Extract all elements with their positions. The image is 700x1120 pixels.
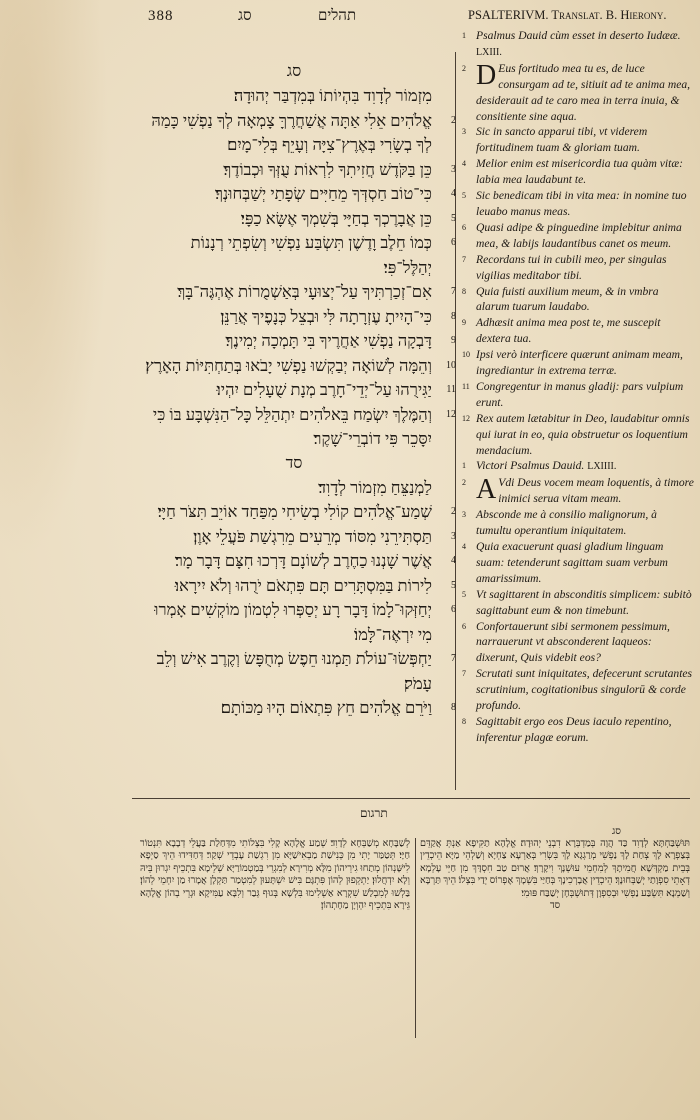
latin-verse-text: Congregentur in manus gladij: pars vulpium erunt. (476, 379, 684, 409)
verse-number: 2 (451, 506, 456, 517)
targum-psalm-64: לְשַׁבָּחָא מְשַׁבְּחָא לְדָוִד׃ שְׁמַע אֱלָהָא קָלִי בִּצְלוֹתִי מִדְּחַלַת בַּעֲלֵי דְבָבָא תִּנְטוֹר חַיָּי׃ תְּטַמַּר יָתִי מִן כְּנִישַׁת מַבְאִישַׁיָּא מִן רִגְשַׁת עָבְדֵי שְׁקַר׃ דְּחַדִּידוּ הֵיךְ סַיְפָא לִישָּׁנְהוֹן מְתַחוּ גִירֵיהוֹן מִלָּא מְרִירָא׃ לְמִגְרֵי בְּמַטְמוֹרַיָּא שְׁלֵימָא בִּתְכֵיף יִגְרוּן בֵּיהּ וְלָא יִדְחֲלוּן׃ יַתְקְפוּן לְהוֹן פִּתְגָּם בִּישׁ יִשְׁתָּעוּן לְמִטְמַר תַּקְלָן אֲמָרוּ מַן יִחְמֵי לְהוֹן׃ בַּלְשׁוּ לְמִבְלַשׁ שִׁקְרָא אַשְׁלִימוּ בִּלְשָׁא בְּגוּף גְּבַר וְלִבָּא עַמִּיקָא׃ וּגְרֵי בְהוֹן אֱלָהָא גֵּירָא בִּתְכֵיף יִהְוְיָן מַחָתְהוֹן׃ (140, 838, 410, 912)
hebrew-verse-text: מִזְמוֹר לְדָוִד בִּהְיוֹתוֹ בְּמִדְבַּר יְהוּדָה׃ (233, 86, 432, 105)
verse-number: 1 (462, 31, 466, 40)
latin-psalm-63-title (462, 28, 694, 61)
targum-text (140, 838, 690, 1038)
hebrew-header-signature: סג (238, 8, 252, 24)
latin-verse (462, 284, 694, 316)
latin-verse-text: Sagittabit ergo eos Deus iaculo repentino, inferentur plagæ eorum. (476, 714, 672, 744)
latin-verse (462, 475, 694, 507)
verse-number: 1 (462, 461, 466, 471)
latin-verse (462, 188, 694, 220)
hebrew-verse (138, 696, 456, 721)
latin-running-title: PSALTERIVM. Translat. B. Hierony. (468, 8, 667, 22)
latin-verse-text: Sic benedicam tibi in vita mea: in nomine tuo leuabo manus meas. (476, 189, 687, 218)
targum-psalm-63: תּוּשְׁבַּחְתָּא לְדָוִד כַּד הֲוָה בְּמַדְבְּרָא דִבְנֵי יְהוּדָה׃ אֱלָהָא תַקִּיפָא אַנְתְּ אֲקַדֵּם בְּצַפְרָא לָךְ צְחַת לָךְ נַפְשִׁי מְרַגְגָא לָךְ בִּשְׂרִי בְּאַרְעָא צַחְיָא וְשַׁלְהֵי מַיָּא׃ הֵיכְדֵין בְּבֵית מַקְדְּשָׁא חֲמִיתָךְ לְמִחְמֵי עוּשְׁנָךְ וִיקָרָךְ׃ אֲרוּם טַב חִסְדָּךְ מִן חַיֵּי עָלְמָא דְאָתֵי סִפְוָתַי יְשַׁבְּחוּנָךְ׃ הֵיכְדֵין אֲבָרְכִינָךְ בְּחַיַּי בִּשְׁמָךְ אֶפְרוֹס יְדַי בִּצְלוֹ׃ הֵיךְ תַּרְבָּא וְשַׁמְנָא תִּשְׂבַּע נַפְשִׁי וּבְסִפְוָן דְּתוּשְׁבְּחָן יְשַׁבַּח פּוּמִי׃ (420, 838, 690, 899)
latin-verse (462, 587, 694, 619)
hebrew-verse (138, 329, 456, 354)
hebrew-verse (138, 207, 456, 232)
hebrew-verse (138, 280, 456, 305)
latin-verse (462, 379, 694, 411)
hebrew-verse (138, 598, 456, 647)
latin-verse-text: Rex autem lætabitur in Deo, laudabitur omnis qui iurat in eo, quia obstruetur os loquentium mendacium. (476, 411, 690, 457)
latin-psalm-title-text: Victori Psalmus Dauid. (476, 459, 585, 473)
verse-number: 4 (451, 555, 456, 566)
hebrew-verse-text: כְּמוֹ חֵלֶב וָדֶשֶׁן תִּשְׂבַּע נַפְשִׁי וְשִׂפְתֵי רְנָנוֹת יְהַלֶּל־פִּי׃ (190, 233, 432, 277)
hebrew-verse-text: וְהַמֶּלֶךְ יִשְׂמַח בֵּאלֹהִים יִתְהַלֵּל כָּל־הַנִּשְׁבָּע בּוֹ כִּי יִסָּכֵר פִּי דוֹבְרֵי־שָׁקֶר׃ (152, 404, 432, 448)
verse-number: 12 (446, 408, 456, 420)
verse-number: 2 (462, 63, 466, 73)
hebrew-verse (138, 158, 456, 183)
latin-verse (462, 61, 694, 125)
verse-number: 3 (462, 510, 466, 520)
hebrew-verse (138, 84, 450, 109)
verse-number: 7 (451, 286, 456, 297)
hebrew-column (138, 60, 456, 785)
page-number: 388 (148, 8, 174, 24)
verse-number: 10 (462, 350, 470, 360)
hebrew-verse (138, 182, 456, 207)
hebrew-verse (138, 647, 456, 696)
hebrew-verse-text: אֱלֹהִים אֵלִי אַתָּה אֲשַׁחֲרֶךָּ צָמְאָה לְךָ נַפְשִׁי כָּמַהּ לְךָ בְשָׂרִי בְּאֶרֶץ־צִיָּה וְעָיֵף בְּלִי־מָיִם׃ (151, 110, 432, 154)
verse-number: 4 (451, 188, 456, 199)
verse-number: 11 (446, 384, 456, 395)
verse-number: 11 (462, 381, 470, 391)
verse-number: 7 (462, 669, 466, 679)
latin-verse-text: Scrutati sunt iniquitates, defecerunt scrutantes scrutinium, cogitationibus singulorū & corde profundo. (476, 667, 693, 713)
verse-number: 5 (462, 191, 466, 201)
verse-number: 8 (451, 310, 456, 322)
latin-verse (462, 156, 694, 188)
latin-verse-text: Quia fuisti auxilium meum, & in vmbra alarum tuarum laudabo. (476, 284, 659, 314)
latin-psalm-roman-numeral: LXIII. (476, 46, 502, 58)
latin-verse (462, 220, 694, 252)
hebrew-psalm-64 (138, 476, 456, 721)
verse-number: 2 (451, 114, 456, 126)
verse-number: 8 (462, 716, 466, 726)
verse-number: 3 (462, 127, 466, 137)
latin-psalm-64-title (462, 458, 694, 475)
latin-verse-text: Quia exacuerunt quasi gladium linguam suam: tetenderunt sagittam suam verbum amarissimum. (476, 540, 668, 585)
verse-number: 6 (451, 237, 456, 248)
verse-number: 6 (462, 222, 466, 232)
hebrew-verse (138, 500, 456, 525)
hebrew-verse-text: יַגִּירֻהוּ עַל־יְדֵי־חָרֶב מְנָת שֻׁעָלִים יִהְיוּ׃ (216, 380, 432, 399)
latin-psalm-63 (462, 61, 694, 459)
hebrew-verse-text: כִּי־טוֹב חַסְדְּךָ מֵחַיִּים שְׂפָתַי יְשַׁבְּחוּנְךָ׃ (214, 184, 432, 203)
latin-verse-text: Quasi adipe & pinguedine implebitur anima mea, & labijs laudantibus canet os meum. (476, 220, 682, 250)
latin-verse-text: Vt sagittarent in absconditis simplicem: subitò sagittabunt eum & non timebunt. (476, 587, 692, 617)
hebrew-verse-text: וְהֵמָּה לְשׁוֹאָה יְבַקְשׁוּ נַפְשִׁי יָבֹאוּ בְּתַחְתִּיּוֹת הָאָרֶץ׃ (145, 355, 432, 375)
hebrew-verse-text: דָּבְקָה נַפְשִׁי אַחֲרֶיךָ בִּי תָּמְכָה יְמִינֶךָ׃ (225, 331, 432, 350)
latin-verse (462, 411, 694, 459)
hebrew-verse (138, 403, 456, 452)
hebrew-verse-text: שְׁמַע־אֱלֹהִים קוֹלִי בְשִׂיחִי מִפַּחַד אוֹיֵב תִּצֹּר חַיָּי׃ (157, 502, 432, 521)
drop-capital: D (476, 59, 497, 91)
latin-verse (462, 315, 694, 347)
verse-number: 5 (462, 589, 466, 599)
hebrew-psalm-63 (138, 84, 456, 452)
hebrew-verse-text: תַּסְתִּירֵנִי מִסּוֹד מְרֵעִים מֵרִגְשַׁת פֹּעֲלֵי אָוֶן׃ (193, 526, 432, 546)
verse-number: 4 (462, 542, 466, 551)
latin-verse-text: Eus fortitudo mea tu es, de luce consurgam ad te, sitiuit ad te anima mea, desiderauit ad te caro mea in terra inuia, & consitiente sine aqua. (476, 61, 691, 123)
targum-divider (132, 798, 690, 799)
verse-number: 10 (446, 359, 456, 371)
hebrew-psalm-63-heading: סג (286, 63, 302, 80)
verse-number: 7 (451, 653, 456, 664)
verse-number: 5 (451, 579, 456, 591)
targum-signature-64: סד (549, 900, 561, 912)
hebrew-running-title: תהלים (318, 8, 357, 24)
hebrew-verse (138, 574, 456, 599)
hebrew-verse-text: כִּי־הָיִיתָ עֶזְרָתָה לִּי וּבְצֵל כְּנָפֶיךָ אֲרַנֵּן׃ (220, 306, 432, 326)
hebrew-verse-text: אֲשֶׁר שָׁנְנוּ כַחֶרֶב לְשׁוֹנָם דָּרְכוּ חִצָּם דָּבָר מָר׃ (174, 551, 432, 570)
targum-title: תרגום (360, 806, 388, 820)
verse-number: 3 (451, 530, 456, 542)
latin-verse-text: Vdi Deus vocem meam loquentis, à timore inimici serua vitam meam. (498, 476, 694, 506)
verse-number: 8 (451, 702, 456, 713)
drop-capital: A (476, 474, 497, 506)
verse-number: 5 (451, 212, 456, 224)
hebrew-verse (138, 378, 456, 403)
latin-verse-text: Sic in sancto apparui tibi, vt viderem fortitudinem tuam & gloriam tuam. (476, 125, 648, 155)
latin-verse (462, 252, 694, 284)
latin-verse (462, 666, 694, 714)
hebrew-verse-text: אִם־זְכַרְתִּיךָ עַל־יְצוּעָי בְּאַשְׁמֻרוֹת אֶהְגֶּה־בָּךְ׃ (177, 282, 432, 301)
latin-verse-text: Adhæsit anima mea post te, me suscepit dextera tua. (476, 316, 661, 346)
targum-signature-63: סג (612, 826, 621, 837)
latin-verse (462, 507, 694, 539)
hebrew-psalm-64-heading: סד (285, 454, 303, 472)
latin-verse-text: Recordans tui in cubili meo, per singulas vigilias meditabor tibi. (476, 252, 667, 282)
latin-verse (462, 714, 694, 746)
verse-number: 6 (451, 604, 456, 615)
hebrew-verse-text: וַיֹּרֵם אֱלֹהִים חֵץ פִּתְאוֹם הָיוּ מַכּוֹתָם׃ (220, 698, 432, 717)
latin-verse (462, 619, 694, 667)
latin-psalm-64 (462, 475, 694, 745)
paper-stain (0, 0, 110, 560)
latin-verse (462, 347, 694, 379)
verse-number: 2 (462, 478, 466, 488)
verse-number: 4 (462, 159, 466, 169)
verse-number: 12 (462, 413, 470, 423)
hebrew-verse (138, 549, 456, 574)
verse-number: 9 (451, 335, 456, 346)
hebrew-verse (138, 231, 456, 280)
latin-verse-text: Confortauerunt sibi sermonem pessimum, narrauerunt vt absconderent laqueos: dixerunt, Quis videbit eos? (476, 619, 670, 665)
hebrew-verse-text: כֵּן אֲבָרֶכְךָ בְחַיָּי בְּשִׁמְךָ אֶשָּׂא כַפָּי׃ (240, 208, 432, 228)
hebrew-verse (138, 476, 450, 501)
latin-column (462, 28, 694, 798)
verse-number: 7 (462, 254, 466, 264)
latin-verse (462, 124, 694, 156)
verse-number: 6 (462, 621, 466, 631)
verse-number: 9 (462, 318, 466, 328)
hebrew-verse-text: לִירוֹת בַּמִּסְתָּרִים תָּם פִּתְאֹם יֹרֻהוּ וְלֹא יִירָאוּ׃ (174, 575, 432, 595)
latin-verse (462, 539, 694, 587)
verse-number: 3 (451, 163, 456, 175)
hebrew-verse-text: יַחְפְּשׂוּ־עוֹלֹת תַּמְנוּ חֵפֶשׂ מְחֻפָּשׂ וְקֶרֶב אִישׁ וְלֵב עָמֹק׃ (156, 649, 432, 693)
latin-verse-text: Absconde me à consilio malignorum, à tumultu operantium iniquitatem. (476, 508, 657, 538)
latin-psalm-roman-numeral: LXIIII. (587, 461, 617, 473)
hebrew-verse (138, 525, 456, 550)
hebrew-verse-text: כֵּן בַּקֹּדֶשׁ חֲזִיתִךָ לִרְאוֹת עֻזְּךָ וּכְבוֹדֶךָ׃ (223, 159, 432, 179)
latin-verse-text: Ipsi verò interficere quærunt animam meam, ingrediantur in extrema terræ. (476, 348, 683, 378)
hebrew-verse (138, 305, 456, 330)
latin-psalm-title-text: Psalmus Dauid cùm esset in deserto Iudææ. (476, 29, 681, 42)
hebrew-verse (138, 109, 456, 158)
hebrew-verse (138, 354, 456, 379)
latin-verse-text: Melior enim est misericordia tua quàm vitæ: labia mea laudabunt te. (476, 157, 683, 187)
hebrew-verse-text: לַמְנַצֵּחַ מִזְמוֹר לְדָוִד׃ (318, 477, 432, 497)
hebrew-verse-text: יְחַזְּקוּ־לָמוֹ דָּבָר רָע יְסַפְּרוּ לִטְמוֹן מוֹקְשִׁים אָמְרוּ מִי יִרְאֶה־לָּמוֹ׃ (154, 600, 432, 644)
verse-number: 8 (462, 286, 466, 296)
